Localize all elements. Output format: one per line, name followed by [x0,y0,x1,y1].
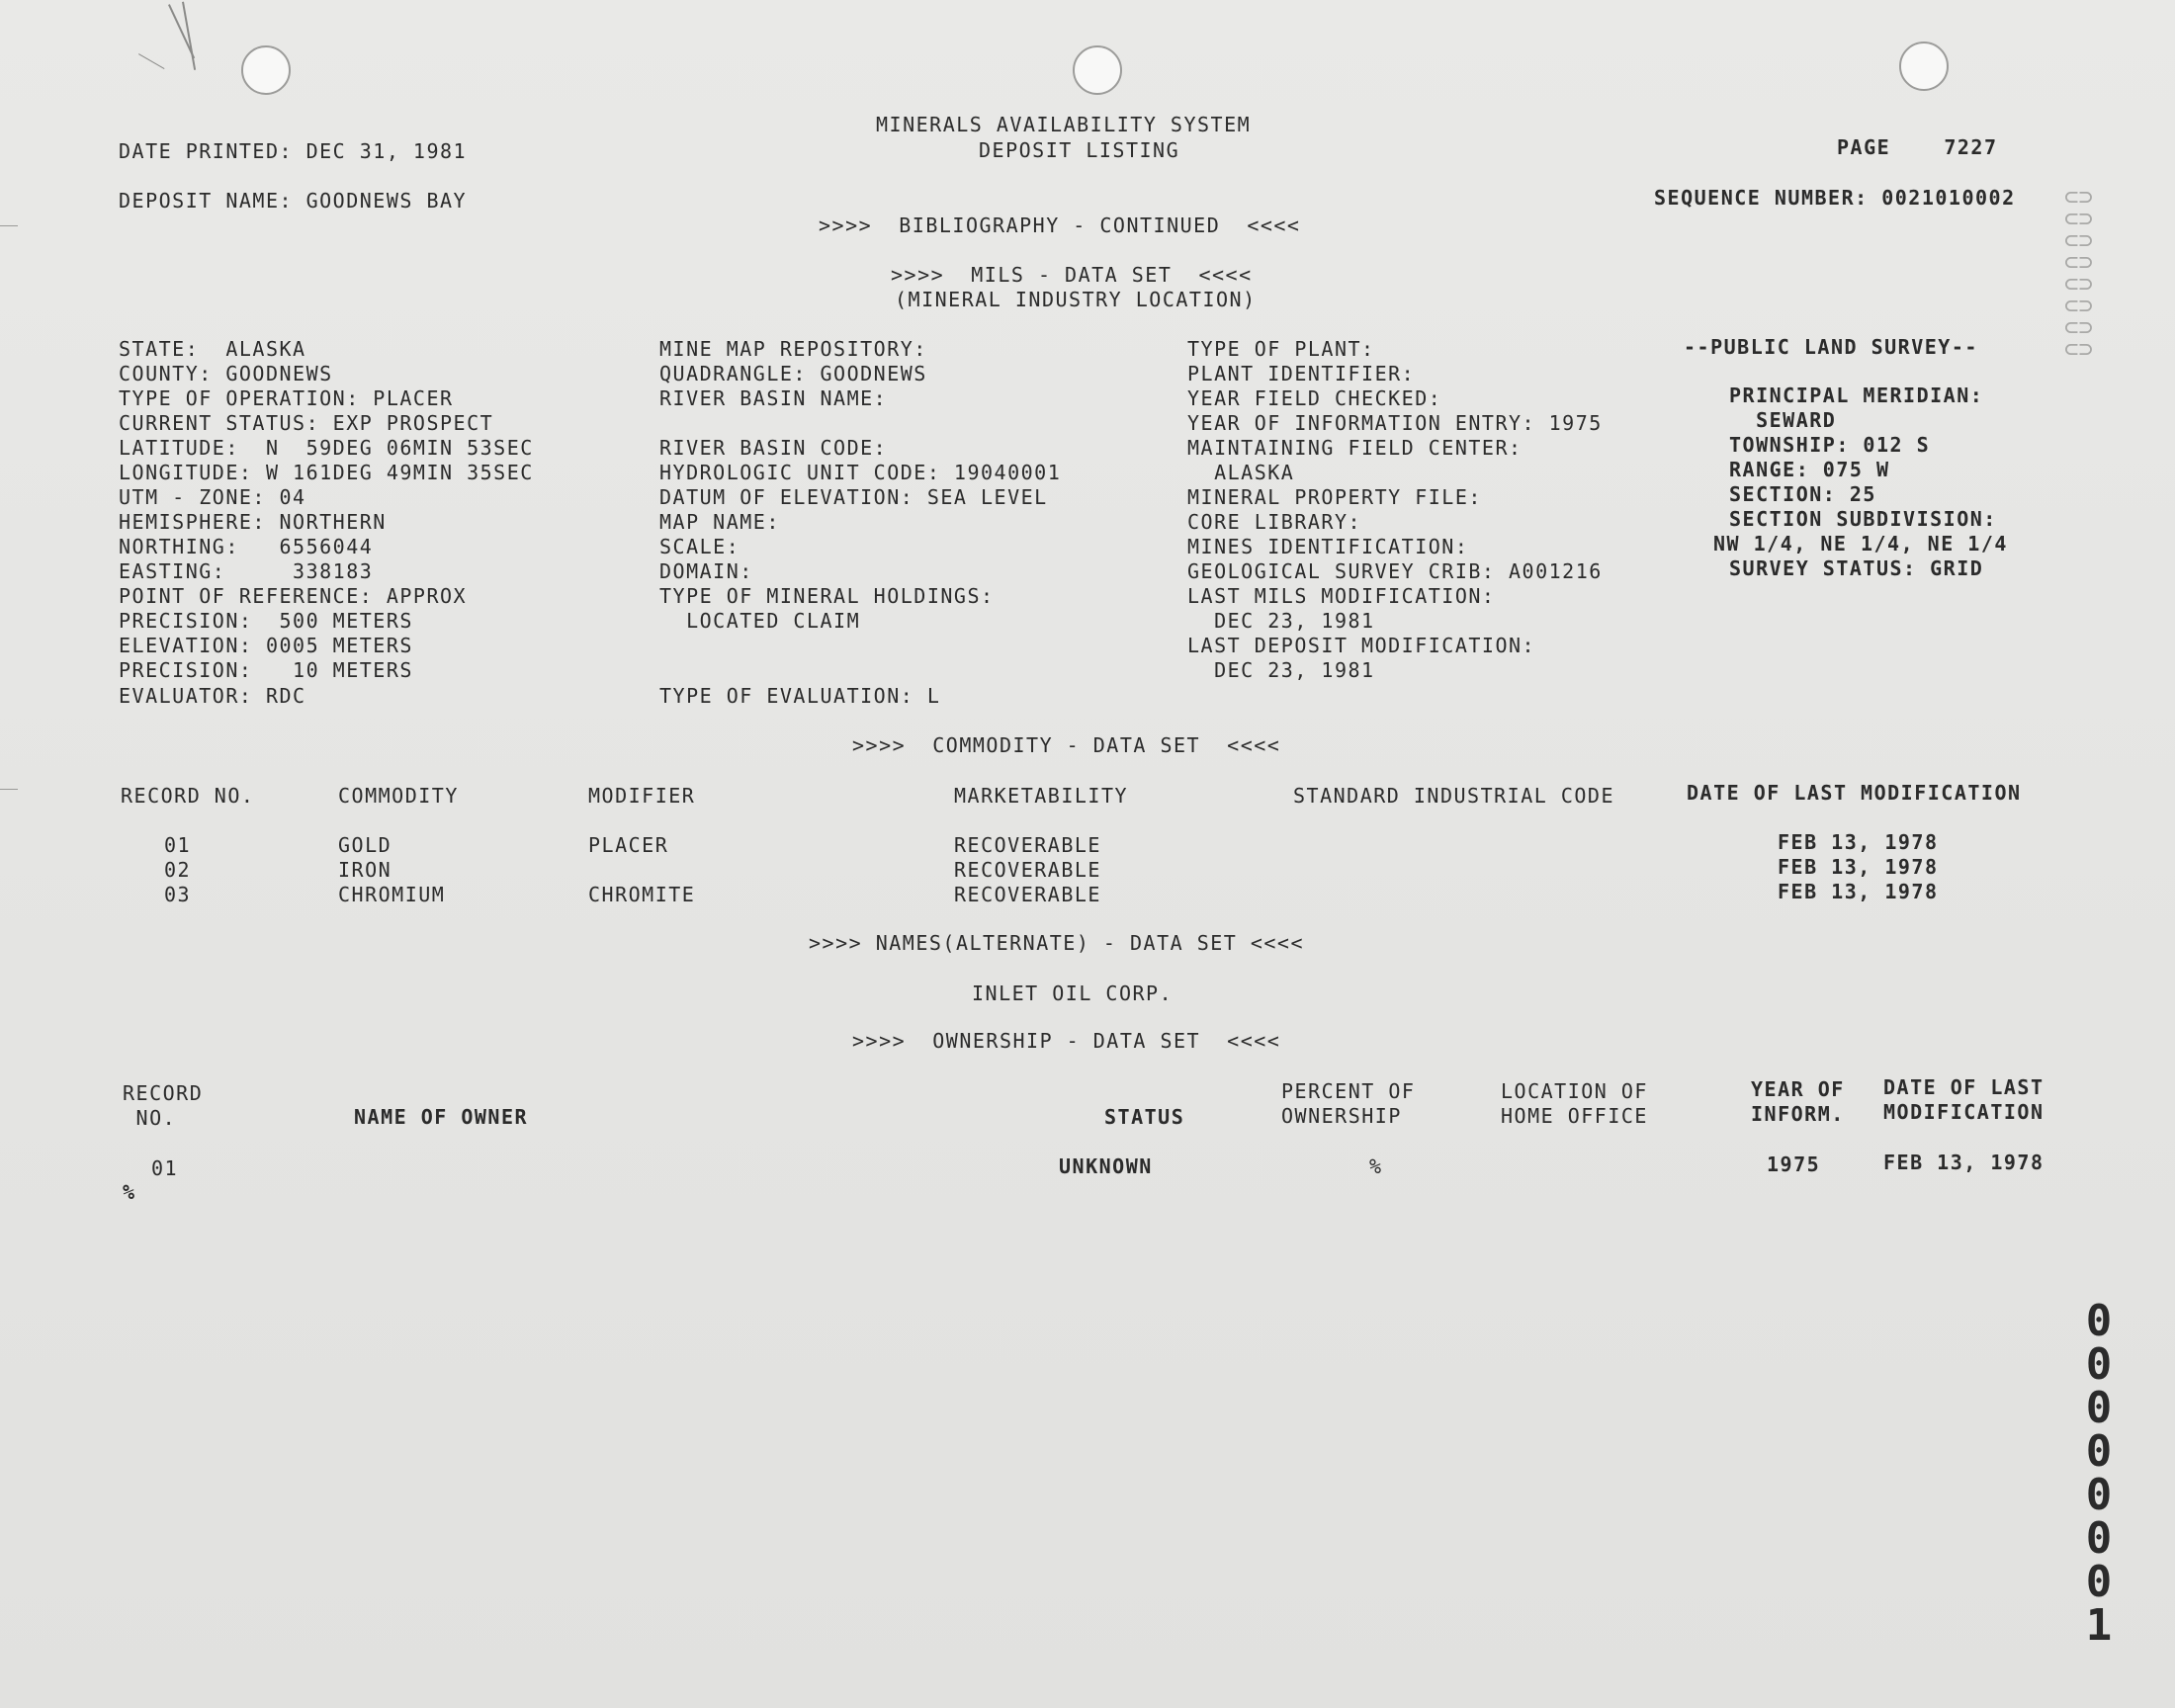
mils-field: RIVER BASIN NAME: [659,386,888,410]
commodity-name: GOLD [338,833,392,857]
survey-field: TOWNSHIP: 012 S [1729,433,1931,457]
record-no: 02 [164,858,192,882]
column-header-year: YEAR OF [1751,1077,1845,1101]
column-header-location: LOCATION OF [1501,1079,1648,1103]
listing-title: DEPOSIT LISTING [979,138,1180,162]
survey-field: PRINCIPAL MERIDIAN: [1729,384,1984,407]
mils-field: DOMAIN: [659,559,753,583]
fiche-number [2079,1296,2119,1651]
column-header-name-of-owner: NAME OF OWNER [354,1105,529,1129]
commodity-date: FEB 13, 1978 [1778,830,1939,854]
commodity-marketability: RECOVERABLE [954,833,1101,857]
commodity-marketability: RECOVERABLE [954,883,1101,906]
bibliography-heading: >>>> BIBLIOGRAPHY - CONTINUED <<<< [819,214,1301,237]
mils-field: POINT OF REFERENCE: APPROX [119,584,468,608]
mils-field: LONGITUDE: W 161DEG 49MIN 35SEC [119,461,534,484]
mils-field: QUADRANGLE: GOODNEWS [659,362,927,385]
alternate-name: INLET OIL CORP. [972,982,1174,1005]
record-no: 01 [151,1156,179,1180]
column-header-date-last-mod: DATE OF LAST MODIFICATION [1687,781,2022,805]
survey-field: RANGE: 075 W [1729,458,1890,481]
mils-field: CURRENT STATUS: EXP PROSPECT [119,411,494,435]
mils-field: UTM - ZONE: 04 [119,485,306,509]
column-header-status: STATUS [1104,1105,1185,1129]
mils-field: PRECISION: 500 METERS [119,609,413,633]
mils-field: HYDROLOGIC UNIT CODE: 19040001 [659,461,1062,484]
survey-field: SURVEY STATUS: GRID [1729,556,1984,580]
commodity-name: IRON [338,858,392,882]
mils-field: EASTING: 338183 [119,559,374,583]
mils-field: COUNTY: GOODNEWS [119,362,333,385]
record-no: 03 [164,883,192,906]
survey-field: SEWARD [1729,408,1837,432]
record-trailer: % [123,1180,136,1204]
column-header-percent: OWNERSHIP [1281,1104,1402,1128]
deposit-name: DEPOSIT NAME: GOODNEWS BAY [119,189,468,213]
mils-field: TYPE OF MINERAL HOLDINGS: [659,584,995,608]
mils-field: MAINTAINING FIELD CENTER: [1187,436,1522,460]
mils-field: TYPE OF EVALUATION: L [659,684,941,708]
commodity-modifier: CHROMITE [588,883,696,906]
commodity-name: CHROMIUM [338,883,446,906]
mils-field: ELEVATION: 0005 METERS [119,634,413,657]
mils-field: NORTHING: 6556044 [119,535,374,558]
paper-scratch [138,53,164,69]
commodity-date: FEB 13, 1978 [1778,855,1939,879]
edge-mark [0,789,18,790]
mils-field: HEMISPHERE: NORTHERN [119,510,387,534]
punch-hole-left [241,45,291,95]
mils-field: LAST MILS MODIFICATION: [1187,584,1496,608]
column-header-record: NO. [123,1106,177,1130]
column-header-record-no: RECORD NO. [121,784,255,808]
mils-field: DEC 23, 1981 [1187,658,1375,682]
survey-field: SECTION SUBDIVISION: [1729,507,1997,531]
survey-field: NW 1/4, NE 1/4, NE 1/4 [1713,532,2008,555]
ownership-status: UNKNOWN [1059,1154,1153,1178]
ownership-percent: % [1369,1154,1383,1178]
system-title: MINERALS AVAILABILITY SYSTEM [876,113,1252,136]
fiche-number-text: 0 0 0 0 0 0 0 1 [2085,1296,2113,1651]
mils-field: STATE: ALASKA [119,337,306,361]
mils-field: PLANT IDENTIFIER: [1187,362,1416,385]
record-no: 01 [164,833,192,857]
mils-field: GEOLOGICAL SURVEY CRIB: A001216 [1187,559,1603,583]
mils-field: DEC 23, 1981 [1187,609,1375,633]
column-header-date-last-mod: MODIFICATION [1883,1100,2044,1124]
mils-field: CORE LIBRARY: [1187,510,1362,534]
mils-field: MINE MAP REPOSITORY: [659,337,927,361]
public-land-survey-title: --PUBLIC LAND SURVEY-- [1684,335,1978,359]
ownership-year: 1975 [1767,1153,1821,1176]
column-header-percent: PERCENT OF [1281,1079,1416,1103]
mils-field: PRECISION: 10 METERS [119,658,413,682]
mils-heading: >>>> MILS - DATA SET <<<< [891,263,1253,287]
mils-field: LAST DEPOSIT MODIFICATION: [1187,634,1536,657]
mils-field: DATUM OF ELEVATION: SEA LEVEL [659,485,1048,509]
survey-field: SECTION: 25 [1729,482,1876,506]
date-printed: DATE PRINTED: DEC 31, 1981 [119,139,468,163]
names-heading: >>>> NAMES(ALTERNATE) - DATA SET <<<< [809,931,1305,955]
ownership-date: FEB 13, 1978 [1883,1151,2044,1174]
column-header-marketability: MARKETABILITY [954,784,1129,808]
mils-field: MAP NAME: [659,510,780,534]
column-header-record: RECORD [123,1081,204,1105]
mils-field: MINES IDENTIFICATION: [1187,535,1469,558]
ownership-heading: >>>> OWNERSHIP - DATA SET <<<< [852,1029,1281,1053]
mils-field: SCALE: [659,535,740,558]
mils-field: YEAR FIELD CHECKED: [1187,386,1442,410]
column-header-date-last-mod: DATE OF LAST [1883,1075,2044,1099]
column-header-commodity: COMMODITY [338,784,459,808]
margin-oval-marks: ⊂⊃ ⊂⊃ ⊂⊃ ⊂⊃ ⊂⊃ ⊂⊃ ⊂⊃ ⊂⊃ [2064,183,2093,363]
commodity-marketability: RECOVERABLE [954,858,1101,882]
mils-field: MINERAL PROPERTY FILE: [1187,485,1482,509]
column-header-location: HOME OFFICE [1501,1104,1648,1128]
mils-field: TYPE OF PLANT: [1187,337,1375,361]
commodity-heading: >>>> COMMODITY - DATA SET <<<< [852,733,1281,757]
punch-hole-center [1073,45,1122,95]
column-header-year: INFORM. [1751,1102,1845,1126]
mils-field: TYPE OF OPERATION: PLACER [119,386,454,410]
commodity-modifier: PLACER [588,833,669,857]
page-number: PAGE 7227 [1837,135,1998,159]
mils-field: LOCATED CLAIM [659,609,861,633]
column-header-modifier: MODIFIER [588,784,696,808]
mils-field: YEAR OF INFORMATION ENTRY: 1975 [1187,411,1603,435]
mils-subheading: (MINERAL INDUSTRY LOCATION) [895,288,1257,311]
sequence-number: SEQUENCE NUMBER: 0021010002 [1654,186,2016,210]
mils-field: LATITUDE: N 59DEG 06MIN 53SEC [119,436,534,460]
mils-field: RIVER BASIN CODE: [659,436,888,460]
punch-hole-right [1899,42,1949,91]
mils-field: EVALUATOR: RDC [119,684,306,708]
mils-field: ALASKA [1187,461,1295,484]
edge-mark [0,225,18,226]
column-header-sic: STANDARD INDUSTRIAL CODE [1293,784,1614,808]
commodity-date: FEB 13, 1978 [1778,880,1939,903]
